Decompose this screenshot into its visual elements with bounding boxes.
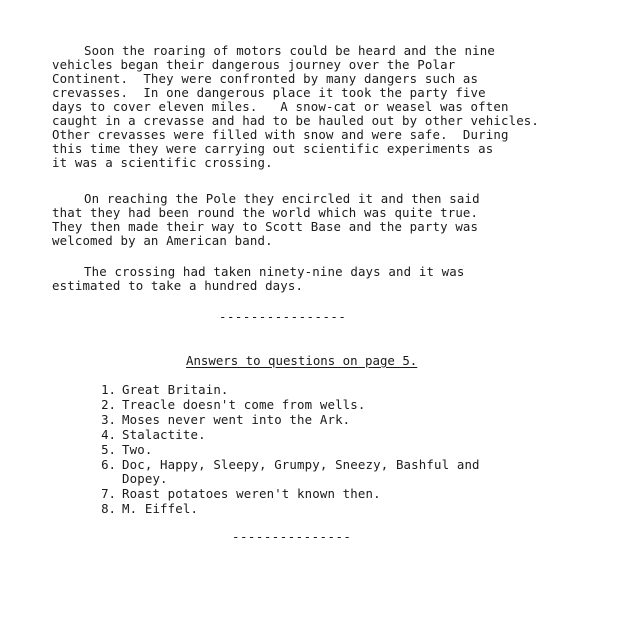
paragraph-line: days to cover eleven miles. A snow-cat or weasel was often — [52, 99, 509, 114]
paragraph-line: Continent. They were confronted by many dangers such as — [52, 71, 479, 86]
paragraph-line: Soon the roaring of motors could be heard and the nine — [84, 43, 495, 58]
list-item-number: 7. — [101, 486, 116, 501]
paragraph-line: Other crevasses were filled with snow and were safe. During — [52, 127, 509, 142]
paragraph-line: estimated to take a hundred days. — [52, 278, 304, 293]
paragraph-line: The crossing had taken ninety-nine days and it was — [84, 264, 465, 279]
paragraph-line: On reaching the Pole they encircled it and then said — [84, 191, 480, 206]
list-item-number: 3. — [101, 412, 116, 427]
paragraph-line: that they had been round the world which was quite true. — [52, 205, 479, 220]
paragraph-line: it was a scientific crossing. — [52, 155, 273, 170]
list-item-number: 1. — [101, 382, 116, 397]
section-divider: ---------------- — [219, 309, 347, 324]
list-item-number: 2. — [101, 397, 116, 412]
list-item-text: M. Eiffel. — [122, 501, 199, 516]
paragraph-line: crevasses. In one dangerous place it took the party five — [52, 85, 486, 100]
list-item-text: Dopey. — [122, 471, 168, 486]
section-divider: --------------- — [232, 529, 352, 544]
list-item-number: 5. — [101, 442, 116, 457]
list-item-number: 8. — [101, 501, 116, 516]
list-item-number: 4. — [101, 427, 116, 442]
list-item-text: Moses never went into the Ark. — [122, 412, 351, 427]
list-item-text: Great Britain. — [122, 382, 229, 397]
list-item-text: Treacle doesn't come from wells. — [122, 397, 366, 412]
list-item-text: Stalactite. — [122, 427, 206, 442]
paragraph-line: welcomed by an American band. — [52, 233, 273, 248]
paragraph-line: this time they were carrying out scientific experiments as — [52, 141, 494, 156]
list-item-number: 6. — [101, 457, 116, 472]
answers-heading: Answers to questions on page 5. — [186, 353, 418, 368]
paragraph-line: vehicles began their dangerous journey over the Polar — [52, 57, 456, 72]
list-item-text: Doc, Happy, Sleepy, Grumpy, Sneezy, Bashful and — [122, 457, 480, 472]
paragraph-line: They then made their way to Scott Base and the party was — [52, 219, 479, 234]
list-item-text: Two. — [122, 442, 153, 457]
list-item-text: Roast potatoes weren't known then. — [122, 486, 381, 501]
paragraph-line: caught in a crevasse and had to be hauled out by other vehicles. — [52, 113, 540, 128]
